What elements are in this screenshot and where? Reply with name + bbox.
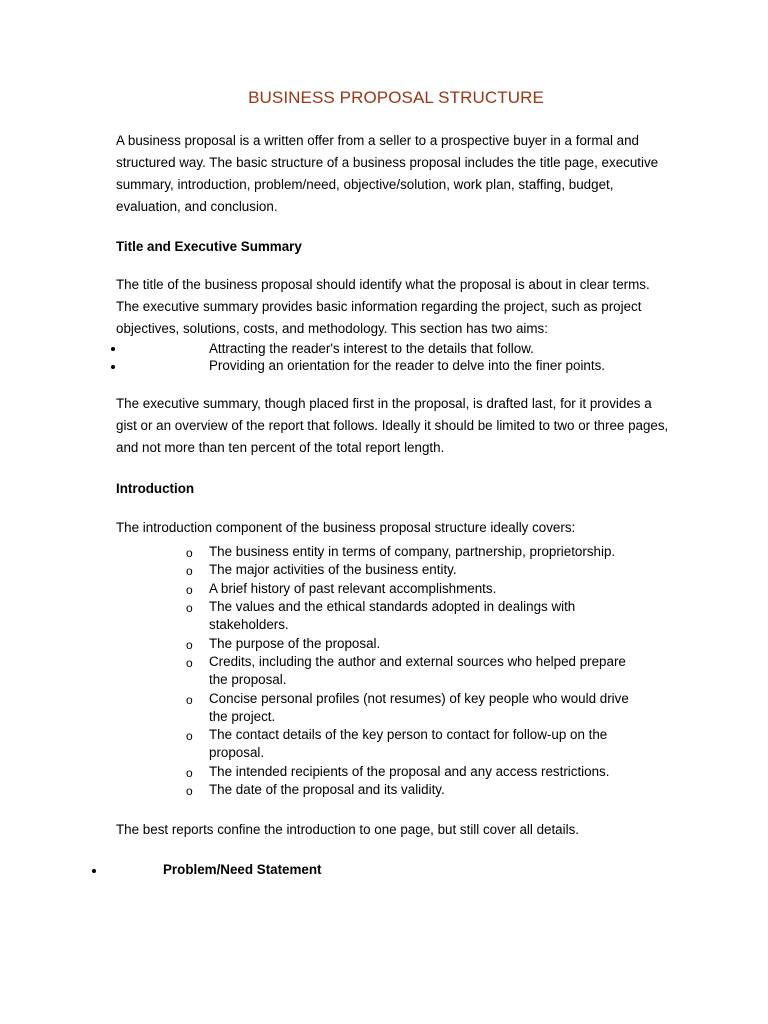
- introduction-item: A brief history of past relevant accomplishments.: [209, 581, 497, 596]
- introduction-item: The purpose of the proposal.: [209, 636, 381, 651]
- bullet-disc-icon: [92, 869, 96, 873]
- bullet-circle-icon: o: [186, 601, 193, 615]
- document-title: BUSINESS PROPOSAL STRUCTURE: [248, 88, 544, 107]
- introduction-item: Concise personal profiles (not resumes) of key people who would drive the project.: [209, 691, 629, 724]
- executive-summary-paragraph: The title of the business proposal should identify what the proposal is about in clear terms. The executive summary provides basic information regarding the project, such as project objectives, solutions, costs, and methodology. This section has two aims:: [116, 277, 650, 336]
- bullet-disc-icon: [111, 365, 115, 369]
- bullet-circle-icon: o: [186, 564, 193, 578]
- bullet-circle-icon: o: [186, 784, 193, 798]
- section-heading-title-executive-summary: Title and Executive Summary: [116, 239, 302, 254]
- introduction-item: The contact details of the key person to contact for follow-up on the proposal.: [209, 727, 608, 760]
- introduction-item: The business entity in terms of company, partnership, proprietorship.: [209, 544, 616, 559]
- introduction-item: Credits, including the author and external sources who helped prepare the proposal.: [209, 654, 626, 687]
- introduction-item: The values and the ethical standards adopted in dealings with stakeholders.: [209, 599, 576, 632]
- section-heading-problem-need: Problem/Need Statement: [163, 862, 322, 877]
- bullet-circle-icon: o: [186, 583, 193, 597]
- bullet-circle-icon: o: [186, 656, 193, 670]
- bullet-circle-icon: o: [186, 766, 193, 780]
- bullet-circle-icon: o: [186, 638, 193, 652]
- introduction-item: The date of the proposal and its validity.: [209, 782, 445, 797]
- executive-summary-paragraph-2: The executive summary, though placed first in the proposal, is drafted last, for it provides a gist or an overview of the report that follows. Ideally it should be limited to two or three pages, and not more than ten percent of the total report length.: [116, 396, 669, 455]
- introduction-item: The major activities of the business entity.: [209, 562, 457, 577]
- bullet-disc-icon: [111, 347, 115, 351]
- intro-paragraph: A business proposal is a written offer from a seller to a prospective buyer in a formal and structured way. The basic structure of a business proposal includes the title page, executive summary, introduction, problem/need, objective/solution, work plan, staffing, budget, evaluation, and conclusion.: [116, 133, 659, 214]
- bullet-circle-icon: o: [186, 729, 193, 743]
- bullet-circle-icon: o: [186, 693, 193, 707]
- section-heading-introduction: Introduction: [116, 481, 195, 496]
- aim-item: Providing an orientation for the reader to delve into the finer points.: [209, 358, 606, 373]
- introduction-closing: The best reports confine the introduction to one page, but still cover all details.: [116, 822, 579, 837]
- introduction-lead: The introduction component of the business proposal structure ideally covers:: [116, 520, 576, 535]
- aim-item: Attracting the reader's interest to the details that follow.: [209, 341, 534, 356]
- bullet-circle-icon: o: [186, 546, 193, 560]
- introduction-item: The intended recipients of the proposal and any access restrictions.: [209, 764, 610, 779]
